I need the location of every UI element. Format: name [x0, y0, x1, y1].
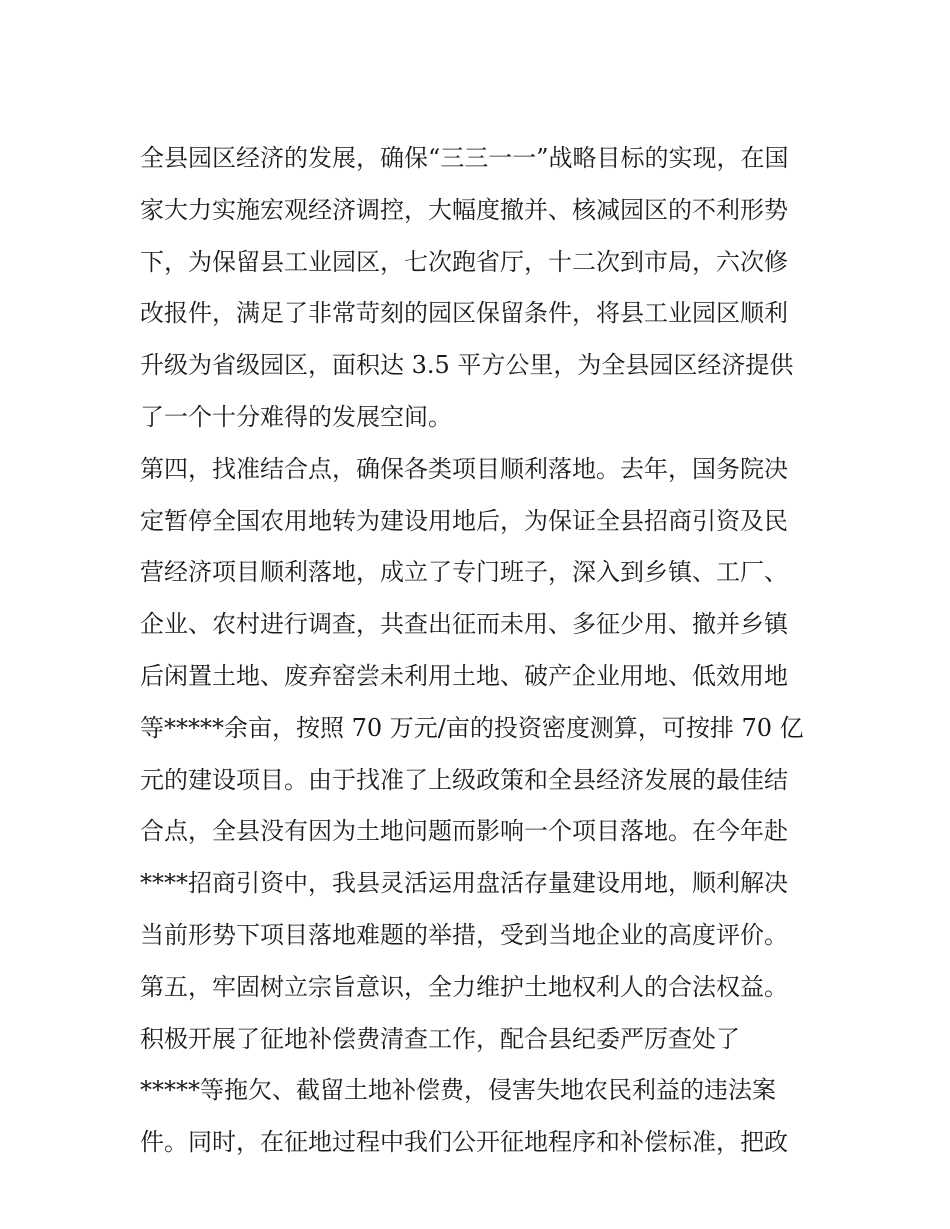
- text-line: 家大力实施宏观经济调控，大幅度撤并、核减园区的不利形势: [140, 195, 788, 224]
- text-line: 了一个十分难得的发展空间。: [140, 402, 452, 431]
- text-line: 企业、农村进行调查，共查出征而未用、多征少用、撤并乡镇: [140, 610, 788, 639]
- text-line: 积极开展了征地补偿费清查工作，配合县纪委严厉查处了: [140, 1024, 740, 1053]
- text-line: 等*****余亩，按照 70 万元/亩的投资密度测算，可按排 70 亿: [140, 713, 804, 742]
- text-line: 下，为保留县工业园区，七次跑省厅，十二次到市局，六次修: [140, 247, 788, 276]
- text-line: 营经济项目顺利落地，成立了专门班子，深入到乡镇、工厂、: [140, 558, 788, 587]
- text-line: ****招商引资中，我县灵活运用盘活存量建设用地，顺利解决: [140, 869, 788, 898]
- text-line: *****等拖欠、截留土地补偿费，侵害失地农民利益的违法案: [140, 1076, 776, 1105]
- text-line: 定暂停全国农用地转为建设用地后，为保证全县招商引资及民: [140, 506, 788, 535]
- text-line: 第四，找准结合点，确保各类项目顺利落地。去年，国务院决: [140, 454, 788, 483]
- text-line: 升级为省级园区，面积达 3.5 平方公里，为全县园区经济提供: [140, 351, 794, 380]
- text-line: 合点，全县没有因为土地问题而影响一个项目落地。在今年赴: [140, 817, 788, 846]
- text-line: 后闲置土地、废弃窑尝未利用土地、破产企业用地、低效用地: [140, 661, 788, 690]
- text-line: 全县园区经济的发展，确保“三三一一”战略目标的实现，在国: [140, 144, 789, 172]
- text-line: 件。同时，在征地过程中我们公开征地程序和补偿标准，把政: [140, 1128, 788, 1157]
- text-line: 元的建设项目。由于找准了上级政策和全县经济发展的最佳结: [140, 765, 788, 794]
- text-line: 当前形势下项目落地难题的举措，受到当地企业的高度评价。: [140, 920, 788, 949]
- text-line: 第五，牢固树立宗旨意识，全力维护土地权利人的合法权益。: [140, 972, 788, 1001]
- text-line: 改报件，满足了非常苛刻的园区保留条件，将县工业园区顺利: [140, 299, 788, 328]
- body-text: [140, 133, 820, 1169]
